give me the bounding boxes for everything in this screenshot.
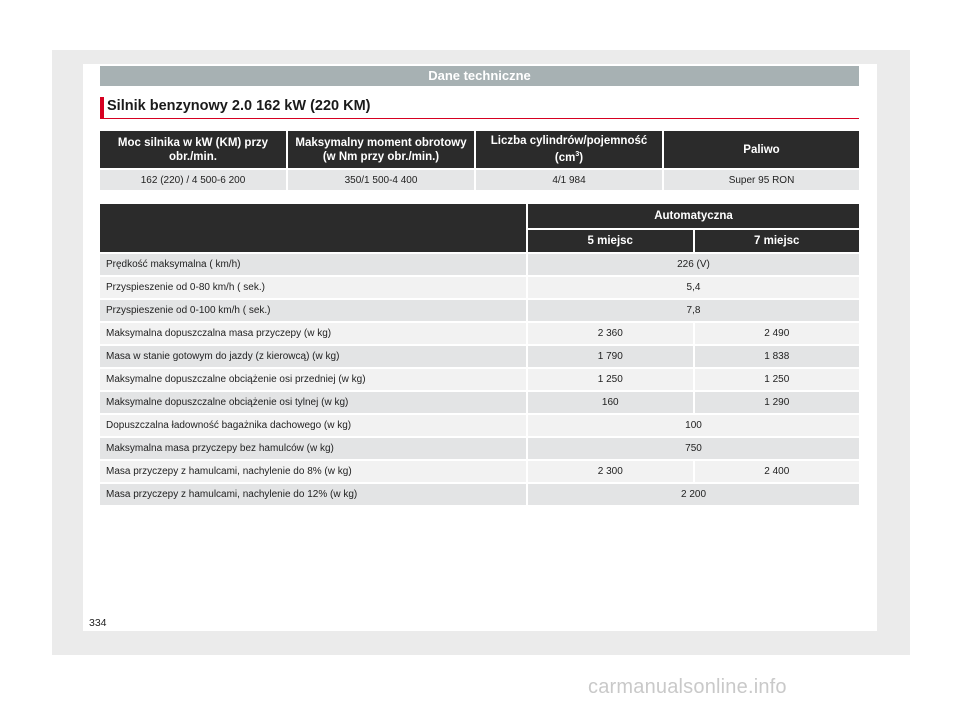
table-row [100, 323, 859, 344]
row-value: 5,4 [528, 277, 859, 298]
row-label: Maksymalna masa przyczepy bez hamulców (w kg) [100, 438, 526, 459]
row-value-5-seats: 2 360 [528, 323, 693, 344]
value-torque: 350/1 500-4 400 [288, 170, 474, 190]
table-row [100, 346, 859, 367]
row-label: Masa przyczepy z hamulcami, nachylenie do 8% (w kg) [100, 461, 526, 482]
row-value-5-seats: 1 790 [528, 346, 693, 367]
table-row [100, 254, 859, 275]
section-title: Silnik benzynowy 2.0 162 kW (220 KM) [107, 98, 371, 114]
header-fuel: Paliwo [664, 131, 859, 168]
row-label: Prędkość maksymalna ( km/h) [100, 254, 526, 275]
row-value-5-seats: 2 300 [528, 461, 693, 482]
row-value-7-seats: 1 250 [695, 369, 860, 390]
table-row [100, 415, 859, 436]
row-value-7-seats: 1 290 [695, 392, 860, 413]
header-cylinders: Liczba cylindrów/pojemność $(cm^3)$ [476, 131, 662, 168]
table-row [100, 438, 859, 459]
row-label: Przyspieszenie od 0-100 km/h ( sek.) [100, 300, 526, 321]
header-5-seats: 5 miejsc [528, 230, 693, 252]
title-underline [100, 118, 859, 119]
table-row [100, 277, 859, 298]
header-7-seats: 7 miejsc [695, 230, 860, 252]
value-cylinders: 4/1 984 [476, 170, 662, 190]
row-value: 750 [528, 438, 859, 459]
engine-table [98, 129, 861, 192]
table-row [100, 300, 859, 321]
row-value: 7,8 [528, 300, 859, 321]
row-value: 100 [528, 415, 859, 436]
page-header: Dane techniczne [100, 66, 859, 86]
value-fuel: Super 95 RON [664, 170, 859, 190]
row-value: 226 (V) [528, 254, 859, 275]
row-value: 2 200 [528, 484, 859, 505]
row-value-7-seats: 2 490 [695, 323, 860, 344]
row-label: Przyspieszenie od 0-80 km/h ( sek.) [100, 277, 526, 298]
perf-header-row-1 [100, 204, 859, 228]
performance-table [98, 202, 861, 507]
header-torque: Maksymalny moment obrotowy (w Nm przy obr./min.) [288, 131, 474, 168]
table-row [100, 392, 859, 413]
table-row [100, 461, 859, 482]
row-label: Dopuszczalna ładowność bagażnika dachowego (w kg) [100, 415, 526, 436]
row-label: Masa przyczepy z hamulcami, nachylenie do 12% (w kg) [100, 484, 526, 505]
row-label: Masa w stanie gotowym do jazdy (z kierowcą) (w kg) [100, 346, 526, 367]
title-accent-bar [100, 97, 104, 118]
row-label: Maksymalne dopuszczalne obciążenie osi tylnej (w kg) [100, 392, 526, 413]
row-value-5-seats: 160 [528, 392, 693, 413]
table-row [100, 369, 859, 390]
perf-header-blank [100, 204, 526, 252]
value-power: 162 (220) / 4 500-6 200 [100, 170, 286, 190]
row-value-7-seats: 1 838 [695, 346, 860, 367]
page-number: 334 [89, 617, 107, 629]
engine-table-value-row [100, 170, 859, 190]
row-value-5-seats: 1 250 [528, 369, 693, 390]
row-label: Maksymalna dopuszczalna masa przyczepy (w kg) [100, 323, 526, 344]
row-label: Maksymalne dopuszczalne obciążenie osi przedniej (w kg) [100, 369, 526, 390]
watermark: carmanualsonline.info [588, 676, 787, 698]
header-automatic: Automatyczna [528, 204, 859, 228]
header-power: Moc silnika w kW (KM) przy obr./min. [100, 131, 286, 168]
engine-table-header-row [100, 131, 859, 168]
table-row [100, 484, 859, 505]
row-value-7-seats: 2 400 [695, 461, 860, 482]
